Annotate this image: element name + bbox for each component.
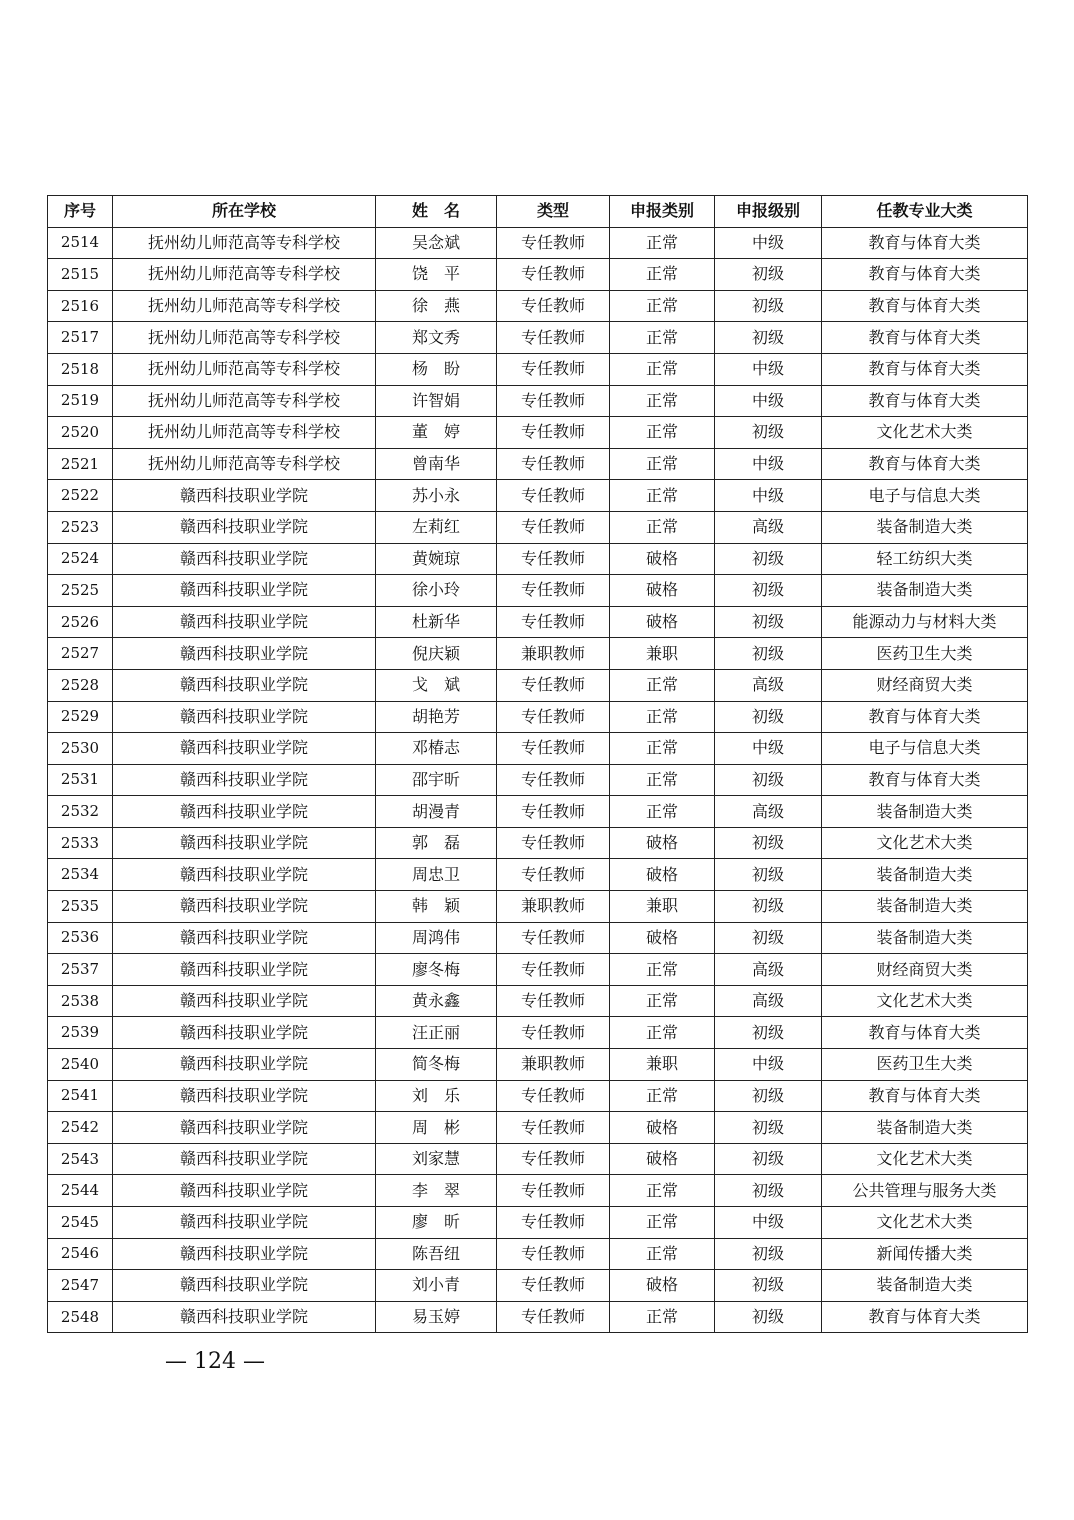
cell-major-category: 装备制造大类 [822, 796, 1028, 828]
header-index: 序号 [48, 196, 113, 228]
cell-application-level: 初级 [715, 701, 822, 733]
cell-school: 赣西科技职业学院 [113, 733, 376, 765]
cell-school: 赣西科技职业学院 [113, 1175, 376, 1207]
table-row [48, 575, 1028, 607]
cell-name: 徐小玲 [376, 575, 497, 607]
cell-application-level: 高级 [715, 796, 822, 828]
cell-name: 邓椿志 [376, 733, 497, 765]
cell-school: 抚州幼儿师范高等专科学校 [113, 448, 376, 480]
cell-application-level: 中级 [715, 448, 822, 480]
cell-application-category: 破格 [610, 827, 715, 859]
cell-index: 2521 [48, 448, 113, 480]
table-header-row [48, 196, 1028, 228]
cell-school: 赣西科技职业学院 [113, 859, 376, 891]
cell-application-category: 正常 [610, 985, 715, 1017]
cell-index: 2528 [48, 669, 113, 701]
cell-application-category: 破格 [610, 1112, 715, 1144]
cell-application-level: 高级 [715, 669, 822, 701]
cell-name: 胡艳芳 [376, 701, 497, 733]
cell-index: 2537 [48, 954, 113, 986]
cell-application-level: 初级 [715, 1175, 822, 1207]
cell-school: 赣西科技职业学院 [113, 1301, 376, 1333]
cell-school: 抚州幼儿师范高等专科学校 [113, 322, 376, 354]
cell-type: 专任教师 [497, 701, 610, 733]
cell-school: 赣西科技职业学院 [113, 575, 376, 607]
cell-type: 专任教师 [497, 1143, 610, 1175]
cell-type: 专任教师 [497, 480, 610, 512]
cell-school: 赣西科技职业学院 [113, 480, 376, 512]
cell-type: 专任教师 [497, 227, 610, 259]
table-row [48, 954, 1028, 986]
cell-index: 2522 [48, 480, 113, 512]
cell-application-category: 破格 [610, 1270, 715, 1302]
table-row [48, 1238, 1028, 1270]
cell-application-level: 初级 [715, 1017, 822, 1049]
cell-index: 2530 [48, 733, 113, 765]
cell-application-category: 正常 [610, 417, 715, 449]
cell-application-category: 兼职 [610, 1049, 715, 1081]
cell-school: 赣西科技职业学院 [113, 543, 376, 575]
cell-application-level: 中级 [715, 1049, 822, 1081]
cell-application-category: 正常 [610, 1080, 715, 1112]
cell-index: 2524 [48, 543, 113, 575]
cell-application-level: 初级 [715, 1143, 822, 1175]
cell-school: 赣西科技职业学院 [113, 827, 376, 859]
cell-type: 专任教师 [497, 859, 610, 891]
cell-name: 黄永鑫 [376, 985, 497, 1017]
cell-type: 专任教师 [497, 385, 610, 417]
cell-application-category: 正常 [610, 480, 715, 512]
cell-type: 专任教师 [497, 796, 610, 828]
cell-application-category: 正常 [610, 227, 715, 259]
cell-index: 2517 [48, 322, 113, 354]
cell-application-level: 高级 [715, 511, 822, 543]
cell-index: 2518 [48, 353, 113, 385]
cell-type: 专任教师 [497, 733, 610, 765]
cell-name: 刘家慧 [376, 1143, 497, 1175]
cell-major-category: 教育与体育大类 [822, 259, 1028, 291]
cell-major-category: 教育与体育大类 [822, 385, 1028, 417]
cell-application-category: 破格 [610, 859, 715, 891]
cell-index: 2545 [48, 1207, 113, 1239]
cell-major-category: 装备制造大类 [822, 511, 1028, 543]
table-row [48, 891, 1028, 923]
cell-name: 曾南华 [376, 448, 497, 480]
cell-name: 郑文秀 [376, 322, 497, 354]
cell-index: 2546 [48, 1238, 113, 1270]
cell-application-level: 初级 [715, 290, 822, 322]
cell-name: 吴念斌 [376, 227, 497, 259]
table-row [48, 859, 1028, 891]
cell-major-category: 财经商贸大类 [822, 954, 1028, 986]
cell-index: 2535 [48, 891, 113, 923]
cell-application-level: 中级 [715, 1207, 822, 1239]
cell-school: 赣西科技职业学院 [113, 764, 376, 796]
cell-index: 2547 [48, 1270, 113, 1302]
cell-major-category: 医药卫生大类 [822, 1049, 1028, 1081]
cell-major-category: 轻工纺织大类 [822, 543, 1028, 575]
table-row [48, 417, 1028, 449]
cell-application-category: 正常 [610, 1017, 715, 1049]
cell-index: 2544 [48, 1175, 113, 1207]
cell-name: 许智娟 [376, 385, 497, 417]
cell-major-category: 教育与体育大类 [822, 1017, 1028, 1049]
cell-application-level: 高级 [715, 954, 822, 986]
cell-major-category: 教育与体育大类 [822, 1080, 1028, 1112]
cell-type: 专任教师 [497, 922, 610, 954]
table-row [48, 353, 1028, 385]
table-row [48, 385, 1028, 417]
table-row [48, 669, 1028, 701]
header-major-category: 任教专业大类 [822, 196, 1028, 228]
cell-type: 兼职教师 [497, 638, 610, 670]
table-row [48, 259, 1028, 291]
cell-type: 专任教师 [497, 1175, 610, 1207]
cell-application-level: 初级 [715, 606, 822, 638]
cell-school: 赣西科技职业学院 [113, 954, 376, 986]
cell-application-level: 初级 [715, 638, 822, 670]
table-row [48, 322, 1028, 354]
cell-index: 2548 [48, 1301, 113, 1333]
cell-school: 赣西科技职业学院 [113, 891, 376, 923]
cell-index: 2523 [48, 511, 113, 543]
table-row [48, 1207, 1028, 1239]
cell-school: 赣西科技职业学院 [113, 922, 376, 954]
cell-application-category: 正常 [610, 448, 715, 480]
cell-index: 2514 [48, 227, 113, 259]
cell-application-category: 正常 [610, 1301, 715, 1333]
cell-name: 周鸿伟 [376, 922, 497, 954]
cell-type: 专任教师 [497, 1238, 610, 1270]
cell-type: 专任教师 [497, 1207, 610, 1239]
cell-name: 周忠卫 [376, 859, 497, 891]
table-row [48, 733, 1028, 765]
cell-school: 赣西科技职业学院 [113, 1080, 376, 1112]
cell-school: 赣西科技职业学院 [113, 701, 376, 733]
cell-type: 专任教师 [497, 954, 610, 986]
cell-school: 赣西科技职业学院 [113, 1143, 376, 1175]
cell-type: 专任教师 [497, 669, 610, 701]
cell-application-category: 破格 [610, 543, 715, 575]
cell-major-category: 教育与体育大类 [822, 353, 1028, 385]
cell-index: 2543 [48, 1143, 113, 1175]
cell-application-category: 兼职 [610, 638, 715, 670]
cell-major-category: 文化艺术大类 [822, 417, 1028, 449]
cell-name: 周 彬 [376, 1112, 497, 1144]
cell-type: 专任教师 [497, 1017, 610, 1049]
cell-type: 兼职教师 [497, 891, 610, 923]
cell-application-category: 正常 [610, 385, 715, 417]
cell-major-category: 文化艺术大类 [822, 1143, 1028, 1175]
table-row [48, 1080, 1028, 1112]
cell-index: 2526 [48, 606, 113, 638]
cell-application-level: 中级 [715, 480, 822, 512]
cell-type: 专任教师 [497, 353, 610, 385]
header-application-level: 申报级别 [715, 196, 822, 228]
cell-school: 抚州幼儿师范高等专科学校 [113, 417, 376, 449]
cell-type: 专任教师 [497, 764, 610, 796]
cell-type: 专任教师 [497, 606, 610, 638]
table-row [48, 606, 1028, 638]
cell-index: 2542 [48, 1112, 113, 1144]
cell-application-level: 初级 [715, 922, 822, 954]
table-row [48, 827, 1028, 859]
cell-name: 汪正丽 [376, 1017, 497, 1049]
header-type: 类型 [497, 196, 610, 228]
cell-index: 2539 [48, 1017, 113, 1049]
cell-application-level: 中级 [715, 227, 822, 259]
cell-major-category: 教育与体育大类 [822, 764, 1028, 796]
cell-major-category: 教育与体育大类 [822, 701, 1028, 733]
cell-school: 赣西科技职业学院 [113, 1207, 376, 1239]
cell-application-level: 初级 [715, 764, 822, 796]
cell-application-level: 初级 [715, 827, 822, 859]
table-row [48, 1175, 1028, 1207]
cell-type: 专任教师 [497, 575, 610, 607]
cell-application-category: 正常 [610, 733, 715, 765]
cell-index: 2533 [48, 827, 113, 859]
header-school: 所在学校 [113, 196, 376, 228]
cell-application-category: 正常 [610, 511, 715, 543]
cell-application-category: 正常 [610, 322, 715, 354]
cell-major-category: 医药卫生大类 [822, 638, 1028, 670]
cell-application-level: 初级 [715, 259, 822, 291]
cell-major-category: 教育与体育大类 [822, 290, 1028, 322]
cell-name: 杨 盼 [376, 353, 497, 385]
cell-index: 2527 [48, 638, 113, 670]
cell-school: 赣西科技职业学院 [113, 669, 376, 701]
cell-name: 杜新华 [376, 606, 497, 638]
table-row [48, 1049, 1028, 1081]
cell-index: 2525 [48, 575, 113, 607]
table-row [48, 764, 1028, 796]
cell-index: 2531 [48, 764, 113, 796]
cell-name: 刘 乐 [376, 1080, 497, 1112]
cell-index: 2540 [48, 1049, 113, 1081]
table-row [48, 290, 1028, 322]
cell-name: 徐 燕 [376, 290, 497, 322]
cell-name: 左莉红 [376, 511, 497, 543]
cell-school: 赣西科技职业学院 [113, 1049, 376, 1081]
cell-major-category: 财经商贸大类 [822, 669, 1028, 701]
cell-type: 专任教师 [497, 1080, 610, 1112]
cell-school: 赣西科技职业学院 [113, 1017, 376, 1049]
cell-major-category: 装备制造大类 [822, 1112, 1028, 1144]
table-row [48, 1017, 1028, 1049]
cell-application-category: 破格 [610, 922, 715, 954]
page-number: — 124 — [165, 1349, 265, 1374]
cell-application-category: 正常 [610, 669, 715, 701]
cell-index: 2532 [48, 796, 113, 828]
cell-type: 专任教师 [497, 511, 610, 543]
cell-application-level: 初级 [715, 891, 822, 923]
cell-name: 陈吾纽 [376, 1238, 497, 1270]
cell-type: 专任教师 [497, 290, 610, 322]
cell-school: 抚州幼儿师范高等专科学校 [113, 227, 376, 259]
table-row [48, 922, 1028, 954]
cell-name: 廖冬梅 [376, 954, 497, 986]
cell-type: 兼职教师 [497, 1049, 610, 1081]
cell-name: 倪庆颖 [376, 638, 497, 670]
cell-application-category: 破格 [610, 1143, 715, 1175]
cell-application-category: 正常 [610, 701, 715, 733]
cell-application-category: 正常 [610, 1207, 715, 1239]
cell-school: 赣西科技职业学院 [113, 606, 376, 638]
cell-application-category: 正常 [610, 764, 715, 796]
cell-school: 抚州幼儿师范高等专科学校 [113, 353, 376, 385]
table-row [48, 448, 1028, 480]
cell-type: 专任教师 [497, 448, 610, 480]
cell-school: 抚州幼儿师范高等专科学校 [113, 290, 376, 322]
cell-application-level: 初级 [715, 322, 822, 354]
cell-type: 专任教师 [497, 985, 610, 1017]
cell-major-category: 装备制造大类 [822, 891, 1028, 923]
cell-major-category: 教育与体育大类 [822, 227, 1028, 259]
cell-school: 赣西科技职业学院 [113, 1112, 376, 1144]
cell-name: 胡漫青 [376, 796, 497, 828]
table-row [48, 1301, 1028, 1333]
cell-school: 赣西科技职业学院 [113, 638, 376, 670]
cell-name: 简冬梅 [376, 1049, 497, 1081]
cell-major-category: 文化艺术大类 [822, 1207, 1028, 1239]
table-body [48, 227, 1028, 1333]
cell-name: 董 婷 [376, 417, 497, 449]
cell-application-category: 正常 [610, 1175, 715, 1207]
cell-major-category: 文化艺术大类 [822, 827, 1028, 859]
cell-application-level: 中级 [715, 353, 822, 385]
table-row [48, 796, 1028, 828]
cell-application-category: 正常 [610, 259, 715, 291]
header-application-category: 申报类别 [610, 196, 715, 228]
cell-index: 2520 [48, 417, 113, 449]
cell-application-level: 初级 [715, 1270, 822, 1302]
cell-index: 2534 [48, 859, 113, 891]
cell-index: 2519 [48, 385, 113, 417]
cell-major-category: 装备制造大类 [822, 1270, 1028, 1302]
cell-type: 专任教师 [497, 417, 610, 449]
cell-application-level: 中级 [715, 385, 822, 417]
cell-name: 戈 斌 [376, 669, 497, 701]
table-row [48, 480, 1028, 512]
cell-application-level: 中级 [715, 733, 822, 765]
table-row [48, 227, 1028, 259]
cell-index: 2538 [48, 985, 113, 1017]
cell-index: 2541 [48, 1080, 113, 1112]
cell-name: 黄婉琼 [376, 543, 497, 575]
table-row [48, 638, 1028, 670]
cell-major-category: 教育与体育大类 [822, 448, 1028, 480]
table-row [48, 511, 1028, 543]
table-row [48, 1112, 1028, 1144]
cell-application-category: 正常 [610, 796, 715, 828]
table-row [48, 543, 1028, 575]
cell-application-level: 初级 [715, 575, 822, 607]
cell-type: 专任教师 [497, 827, 610, 859]
cell-major-category: 电子与信息大类 [822, 480, 1028, 512]
cell-school: 赣西科技职业学院 [113, 1238, 376, 1270]
table-row [48, 985, 1028, 1017]
cell-application-category: 正常 [610, 1238, 715, 1270]
cell-major-category: 装备制造大类 [822, 859, 1028, 891]
header-name: 姓 名 [376, 196, 497, 228]
cell-type: 专任教师 [497, 543, 610, 575]
cell-application-category: 破格 [610, 575, 715, 607]
cell-application-level: 初级 [715, 1112, 822, 1144]
cell-application-level: 初级 [715, 543, 822, 575]
cell-application-level: 初级 [715, 859, 822, 891]
cell-name: 廖 昕 [376, 1207, 497, 1239]
cell-name: 韩 颖 [376, 891, 497, 923]
cell-application-level: 初级 [715, 1301, 822, 1333]
cell-school: 赣西科技职业学院 [113, 1270, 376, 1302]
cell-name: 李 翠 [376, 1175, 497, 1207]
cell-major-category: 公共管理与服务大类 [822, 1175, 1028, 1207]
teacher-list-table [47, 195, 1028, 1333]
cell-major-category: 装备制造大类 [822, 575, 1028, 607]
cell-name: 易玉婷 [376, 1301, 497, 1333]
cell-index: 2516 [48, 290, 113, 322]
cell-type: 专任教师 [497, 1301, 610, 1333]
cell-school: 赣西科技职业学院 [113, 511, 376, 543]
cell-type: 专任教师 [497, 259, 610, 291]
table-row [48, 1143, 1028, 1175]
table-row [48, 701, 1028, 733]
cell-name: 邵宇昕 [376, 764, 497, 796]
cell-major-category: 能源动力与材料大类 [822, 606, 1028, 638]
cell-application-level: 初级 [715, 1238, 822, 1270]
cell-type: 专任教师 [497, 1270, 610, 1302]
cell-major-category: 电子与信息大类 [822, 733, 1028, 765]
cell-application-level: 初级 [715, 1080, 822, 1112]
cell-name: 苏小永 [376, 480, 497, 512]
cell-school: 赣西科技职业学院 [113, 796, 376, 828]
cell-school: 抚州幼儿师范高等专科学校 [113, 259, 376, 291]
cell-name: 郭 磊 [376, 827, 497, 859]
cell-application-level: 高级 [715, 985, 822, 1017]
cell-type: 专任教师 [497, 1112, 610, 1144]
cell-school: 赣西科技职业学院 [113, 985, 376, 1017]
cell-application-level: 初级 [715, 417, 822, 449]
cell-major-category: 装备制造大类 [822, 922, 1028, 954]
cell-major-category: 教育与体育大类 [822, 1301, 1028, 1333]
cell-application-category: 破格 [610, 606, 715, 638]
cell-major-category: 教育与体育大类 [822, 322, 1028, 354]
table-row [48, 1270, 1028, 1302]
cell-index: 2536 [48, 922, 113, 954]
cell-name: 刘小青 [376, 1270, 497, 1302]
cell-application-category: 兼职 [610, 891, 715, 923]
cell-application-category: 正常 [610, 353, 715, 385]
cell-name: 饶 平 [376, 259, 497, 291]
cell-index: 2529 [48, 701, 113, 733]
cell-application-category: 正常 [610, 290, 715, 322]
cell-type: 专任教师 [497, 322, 610, 354]
cell-major-category: 文化艺术大类 [822, 985, 1028, 1017]
cell-index: 2515 [48, 259, 113, 291]
cell-application-category: 正常 [610, 954, 715, 986]
cell-school: 抚州幼儿师范高等专科学校 [113, 385, 376, 417]
cell-major-category: 新闻传播大类 [822, 1238, 1028, 1270]
